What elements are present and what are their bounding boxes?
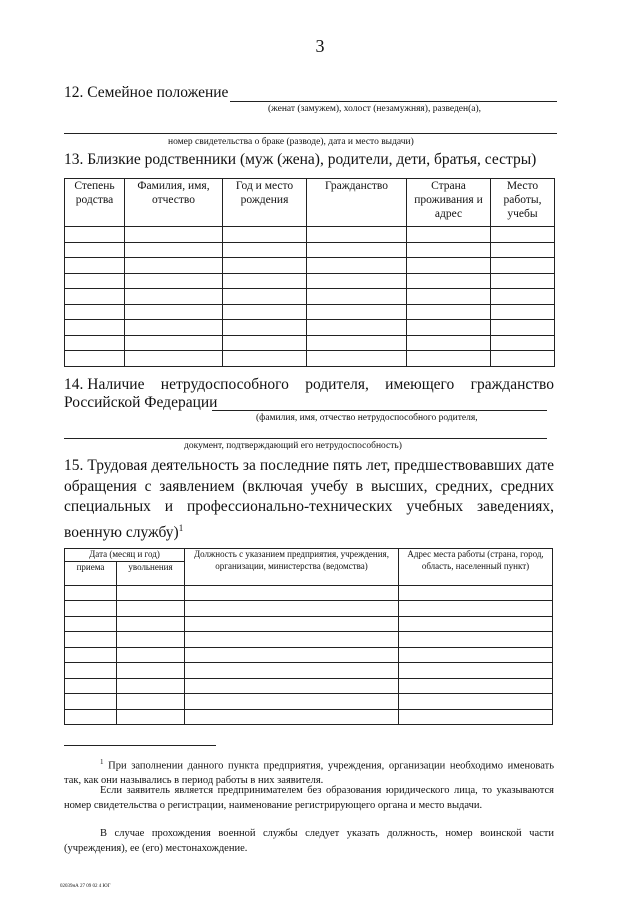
relatives-cell[interactable] [307,335,407,351]
work-history-cell[interactable] [65,616,117,632]
work-history-cell[interactable] [117,678,185,694]
relatives-cell[interactable] [407,351,491,367]
relatives-header-country-address: Страна проживания и адрес [407,179,491,227]
relatives-cell[interactable] [491,289,555,305]
work-history-cell[interactable] [65,647,117,663]
relatives-header-birth: Год и место рождения [223,179,307,227]
work-history-cell[interactable] [65,709,117,725]
relatives-cell[interactable] [491,351,555,367]
relatives-cell[interactable] [491,227,555,243]
footnote-2: Если заявитель является предпринимателем без образования юридического лица, то указываются номер свидетельства о регистрации, наименование регистрирующего органа и место выдачи. [64,785,554,811]
relatives-row [65,258,555,274]
relatives-row [65,289,555,305]
s14-word: 14. Наличие [64,376,145,393]
marriage-certificate-line[interactable] [64,133,557,134]
s14-word: родителя, [305,376,369,393]
relatives-cell[interactable] [125,335,223,351]
work-history-cell[interactable] [399,601,553,617]
relatives-cell[interactable] [65,289,125,305]
relatives-cell[interactable] [65,320,125,336]
work-history-cell[interactable] [117,647,185,663]
relatives-cell[interactable] [491,242,555,258]
work-history-cell[interactable] [117,632,185,648]
relatives-cell[interactable] [223,242,307,258]
work-history-cell[interactable] [399,678,553,694]
relatives-cell[interactable] [307,242,407,258]
work-history-row [65,694,553,710]
relatives-cell[interactable] [65,273,125,289]
relatives-cell[interactable] [223,289,307,305]
work-history-cell[interactable] [65,694,117,710]
work-history-cell[interactable] [185,709,399,725]
page-number: 3 [315,36,325,56]
marital-status-line[interactable] [230,101,557,102]
s14-word: нетрудоспособного [160,376,289,393]
relatives-table [64,178,555,367]
relatives-cell[interactable] [65,258,125,274]
relatives-cell[interactable] [491,258,555,274]
relatives-cell[interactable] [407,335,491,351]
relatives-row [65,335,555,351]
relatives-cell[interactable] [491,320,555,336]
work-history-cell[interactable] [117,709,185,725]
footer-code: 02039нА 27 09 02 4 ЮГ [60,884,111,889]
footnote-1-text: При заполнении данного пункта предприятия, учреждения, организации необходимо именовать так, как они назывались в период работы в них заявителя. [64,760,555,786]
work-history-cell[interactable] [117,585,185,601]
relatives-cell[interactable] [407,304,491,320]
relatives-header-name: Фамилия, имя, отчество [125,179,223,227]
work-history-cell[interactable] [65,585,117,601]
work-history-row [65,632,553,648]
relatives-cell[interactable] [125,304,223,320]
work-history-cell[interactable] [185,694,399,710]
relatives-cell[interactable] [491,304,555,320]
relatives-header-citizenship: Гражданство [307,179,407,227]
work-history-cell[interactable] [399,709,553,725]
relatives-cell[interactable] [125,273,223,289]
relatives-row [65,304,555,320]
relatives-cell[interactable] [223,304,307,320]
relatives-cell[interactable] [307,289,407,305]
work-history-cell[interactable] [185,632,399,648]
section-14-hint-2: документ, подтверждающий его нетрудоспособность) [184,441,402,451]
work-history-cell[interactable] [117,694,185,710]
work-history-cell[interactable] [185,647,399,663]
relatives-cell[interactable] [407,258,491,274]
relatives-cell[interactable] [307,351,407,367]
relatives-cell[interactable] [65,351,125,367]
relatives-cell[interactable] [407,273,491,289]
work-history-cell[interactable] [399,632,553,648]
relatives-cell[interactable] [307,320,407,336]
relatives-header-degree: Степень родства [65,179,125,227]
relatives-cell[interactable] [491,273,555,289]
relatives-cell[interactable] [307,304,407,320]
section-14-line-1 [64,376,554,394]
work-history-cell[interactable] [117,601,185,617]
parent-name-line[interactable] [212,410,547,411]
relatives-cell[interactable] [125,242,223,258]
relatives-cell[interactable] [65,304,125,320]
work-history-cell[interactable] [185,678,399,694]
work-history-row [65,663,553,679]
work-header-hire: приема [65,561,117,585]
relatives-cell[interactable] [223,258,307,274]
work-header-address: Адрес места работы (страна, город, область, населенный пункт) [399,549,553,586]
work-history-cell[interactable] [399,616,553,632]
work-history-row [65,601,553,617]
relatives-row [65,273,555,289]
relatives-header-workplace: Место работы, учебы [491,179,555,227]
section-12-label: 12. Семейное положение [64,84,229,101]
section-12-hint-1: (женат (замужем), холост (незамужняя), разведен(а), [268,104,482,114]
relatives-cell[interactable] [407,242,491,258]
footnote-1-mark: 1 [100,758,104,766]
work-history-row [65,647,553,663]
footnote-3: В случае прохождения военной службы следует указать должность, номер воинской части (учреждения), ее (его) местонахождение. [64,828,554,854]
relatives-cell[interactable] [491,335,555,351]
relatives-cell[interactable] [125,289,223,305]
relatives-cell[interactable] [125,227,223,243]
work-history-cell[interactable] [117,663,185,679]
work-history-cell[interactable] [65,632,117,648]
work-header-dismiss: увольнения [117,561,185,585]
section-15-text [64,456,554,543]
work-history-table [64,548,553,725]
section-15-body: 15. Трудовая деятельность за последние пять лет, предшествовавших дате обращения с заявлением (включая учебу в высших, средних, средних специальных и профессионально-технических учебных заведениях, военную службу) [64,457,554,541]
s14-word: имеющего [385,376,455,393]
relatives-cell[interactable] [223,351,307,367]
relatives-cell[interactable] [65,335,125,351]
relatives-cell[interactable] [307,273,407,289]
relatives-cell[interactable] [223,320,307,336]
work-history-cell[interactable] [399,694,553,710]
work-history-cell[interactable] [185,585,399,601]
relatives-cell[interactable] [223,335,307,351]
work-history-row [65,709,553,725]
relatives-cell[interactable] [407,227,491,243]
relatives-cell[interactable] [125,320,223,336]
relatives-row [65,227,555,243]
work-history-cell[interactable] [185,601,399,617]
relatives-row [65,351,555,367]
relatives-cell[interactable] [307,258,407,274]
work-history-cell[interactable] [399,663,553,679]
relatives-cell[interactable] [65,227,125,243]
s14-word: гражданство [470,376,554,393]
work-header-date: Дата (месяц и год) [65,549,185,562]
parent-document-line[interactable] [64,438,547,439]
relatives-cell[interactable] [407,320,491,336]
footnote-separator [64,745,216,746]
footnote-mark: 1 [178,522,184,533]
relatives-row [65,242,555,258]
work-history-cell[interactable] [117,616,185,632]
relatives-cell[interactable] [307,227,407,243]
relatives-cell[interactable] [223,227,307,243]
relatives-cell[interactable] [407,289,491,305]
work-header-position: Должность с указанием предприятия, учреждения, организации, министерства (ведомства) [185,549,399,586]
work-history-row [65,585,553,601]
relatives-cell[interactable] [223,273,307,289]
section-13-label: 13. Близкие родственники (муж (жена), родители, дети, братья, сестры) [64,151,537,168]
work-history-row [65,616,553,632]
section-12-hint-2: номер свидетельства о браке (разводе), дата и место выдачи) [168,137,414,147]
relatives-row [65,320,555,336]
work-history-cell[interactable] [185,663,399,679]
work-history-cell[interactable] [185,616,399,632]
work-history-cell[interactable] [65,663,117,679]
relatives-cell[interactable] [125,258,223,274]
work-history-cell[interactable] [399,647,553,663]
section-14-line-2: Российской Федерации [64,394,218,411]
work-history-cell[interactable] [65,678,117,694]
section-14-hint-1: (фамилия, имя, отчество нетрудоспособного родителя, [256,413,478,423]
relatives-cell[interactable] [125,351,223,367]
work-history-row [65,678,553,694]
relatives-cell[interactable] [65,242,125,258]
work-history-cell[interactable] [399,585,553,601]
work-history-cell[interactable] [65,601,117,617]
